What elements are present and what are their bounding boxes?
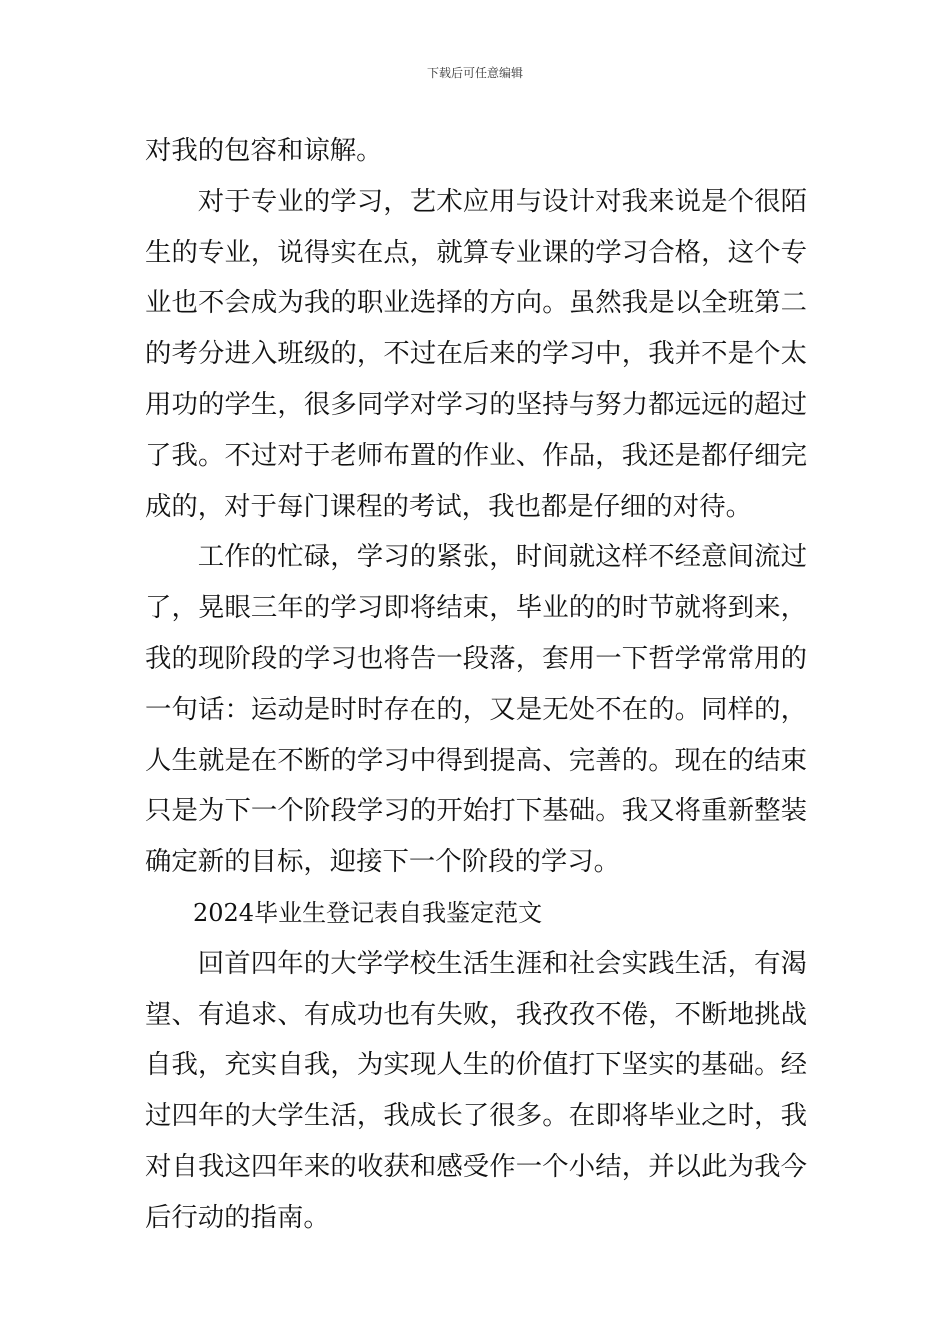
document-body (145, 126, 807, 1244)
paragraph-continuation: 对我的包容和谅解。 (145, 135, 383, 166)
section-heading: 2024毕业生登记表自我鉴定范文 (193, 898, 543, 927)
paragraph-reflection: 回首四年的大学学校生活生涯和社会实践生活，有渴望、有追求、有成功也有失败，我孜孜不倦，不断地挑战自我，充实自我，为实现人生的价值打下坚实的基础。经过四年的大学生活，我成长了很多。在即将毕业之时，我对自我这四年来的收获和感受作一个小结，并以此为我今后行动的指南。 (145, 947, 807, 1233)
page-header: 下载后可任意编辑 (426, 66, 523, 80)
paragraph-graduation: 工作的忙碌，学习的紧张，时间就这样不经意间流过了，晃眼三年的学习即将结束，毕业的的时节就将到来，我的现阶段的学习也将告一段落，套用一下哲学常常用的一句话：运动是时时存在的，又是无处不在的。同样的，人生就是在不断的学习中得到提高、完善的。现在的结束只是为下一个阶段学习的开始打下基础。我又将重新整装确定新的目标，迎接下一个阶段的学习。 (145, 541, 807, 878)
paragraph-study: 对于专业的学习，艺术应用与设计对我来说是个很陌生的专业，说得实在点，就算专业课的学习合格，这个专业也不会成为我的职业选择的方向。虽然我是以全班第二的考分进入班级的，不过在后来的学习中，我并不是个太用功的学生，很多同学对学习的坚持与努力都远远的超过了我。不过对于老师布置的作业、作品，我还是都仔细完成的，对于每门课程的考试，我也都是仔细的对待。 (145, 185, 807, 522)
